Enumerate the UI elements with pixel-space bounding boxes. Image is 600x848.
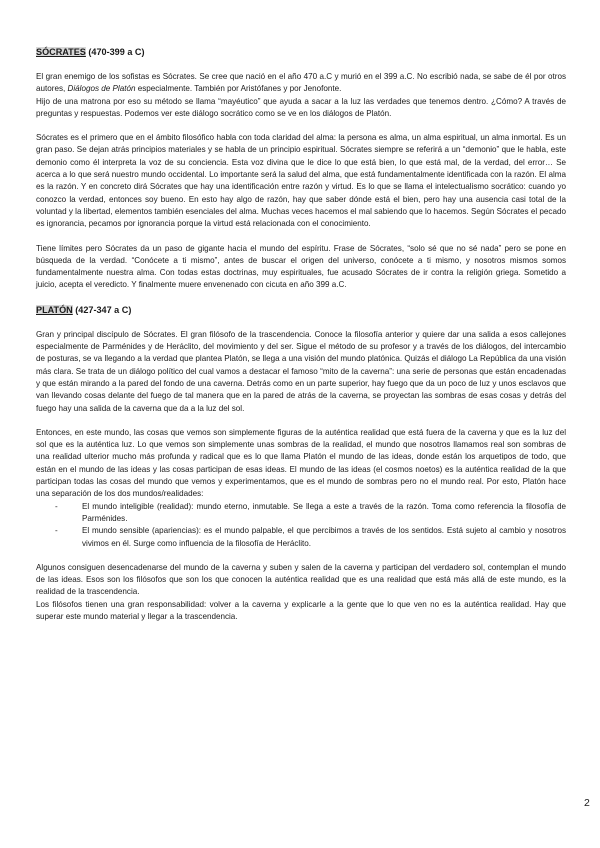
- socrates-p1-italic: Diálogos de Platón: [67, 84, 136, 94]
- socrates-heading: [36, 46, 566, 58]
- platon-paragraph-3: Algunos consiguen desencadenarse del mundo de la caverna y suben y salen de la caverna y participan del verdadero sol, contemplan el mundo de las ideas. Esos son los filósofos que son los que conocen la auténtica realidad que es una realidad que está más allá de este mundo, es la realidad de la trascendencia.: [36, 562, 566, 597]
- worlds-list: [36, 501, 566, 550]
- page-number: 2: [584, 797, 590, 809]
- document-page: [36, 46, 566, 623]
- platon-heading: [36, 304, 566, 316]
- platon-dates: (427-347 a C): [72, 304, 132, 315]
- socrates-name: SÓCRATES: [36, 47, 86, 57]
- socrates-p1-text-a: El gran enemigo de los sofistas es Sócrates. Se cree que nació en el año 470 a.C y murió en el 399 a.C. No escribió nada, se sabe de él por otros autores,: [36, 72, 566, 94]
- list-item: - El mundo inteligible (realidad): mundo eterno, inmutable. Se llega a este a través de la razón. Toma como referencia la filosofía de Parménides.: [36, 501, 566, 526]
- platon-paragraph-4: Los filósofos tienen una gran responsabilidad: volver a la caverna y explicarle a la gente que lo que ven no es la auténtica realidad. Hay que superar este mundo material y llegar a la trascendencia.: [36, 599, 566, 621]
- platon-name: PLATÓN: [36, 304, 73, 315]
- list-item: - El mundo sensible (apariencias): es el mundo palpable, el que percibimos a través de los sentidos. Está sujeto al cambio y nosotros vivimos en él. Surge como influencia de la filosofía de Heráclito.: [36, 525, 566, 550]
- platon-paragraph-2: Entonces, en este mundo, las cosas que vemos son simplemente figuras de la auténtica realidad que está fuera de la caverna y que es la luz del sol que es la auténtica luz. Lo que vemos son simplemente unas sombras de la realidad, el mundo que nosotros llamamos real son sombras de una realidad ulterior mucho más profunda y radical que es lo que llama Platón el mundo de las ideas, donde están los arquetipos de todo, que están en el mundo de las ideas y las cosas participan de esas ideas. El mundo de las ideas (el cosmos noetos) es la auténtica realidad de la que participan todas las cosas del mundo que vemos y experimentamos, que es el mundo de sombras pero no el mundo real. Por esto, Platón hace una separación de los dos mundos/realidades:: [36, 427, 566, 499]
- socrates-paragraph-3: Sócrates es el primero que en el ámbito filosófico habla con toda claridad del alma: la persona es alma, un alma espiritual, un alma inmortal. Es un gran paso. Se dejan atrás principios materiales y se habla de un principio espiritual. Sócrates siempre se referirá a un “demonio” que le habla, este demonio como él interpreta la voz de su conciencia. Esta voz divina que le dice lo que está bien, lo que está mal, de la verdad, del error… Se acerca a lo que será nuestro mundo occidental. Lo importante será la salud del alma, que está fundamentalmente identificada con la razón. El alma es la razón. Y en concreto dirá Sócrates que hay una identificación entre razón y virtud. Es lo que se llama el intelectualismo socrático: cuando yo conozco la verdad, entonces soy bueno. En esto hay algo de razón, hay que saber dónde está el bien, pero hay una ausencia casi total de la voluntad y la libertad, elementos también esenciales del alma. Muchas veces hacemos el mal sabiendo que lo hacemos. Según Sócrates el pecado es ignorancia, pecamos por ignorancia porque la virtud está relacionada con el conocimiento.: [36, 133, 566, 229]
- socrates-dates: (470-399 a C): [85, 47, 145, 57]
- socrates-p1-text-b: especialmente. También por Aristófanes y por Jenofonte.: [135, 84, 342, 94]
- socrates-paragraph-4: Tiene límites pero Sócrates da un paso de gigante hacia el mundo del espíritu. Frase de Sócrates, “solo sé que no sé nada” pero se pone en búsqueda de la verdad. “Conócete a ti mismo”, antes de buscar el origen del universo, conócete a ti mismo, y nosotros mismos somos fundamentalmente nuestra alma. Con todas estas doctrinas, muy espirituales, fue acusado Sócrates de ir contra la religión griega. Sometido a juicio, acepta el veredicto. Y finalmente muere envenenado con cicuta en año 399 a.C.: [36, 243, 566, 290]
- socrates-paragraph-1: [36, 71, 566, 96]
- socrates-paragraph-2: Hijo de una matrona por eso su método se llama “mayéutico” que ayuda a sacar a la luz las verdades que tenemos dentro. ¿Cómo? A través de preguntas y respuestas. Podemos ver este diálogo socrático como se ve en los diálogos de Platón.: [36, 96, 566, 118]
- platon-paragraph-1: Gran y principal discípulo de Sócrates. El gran filósofo de la trascendencia. Conoce la filosofía anterior y quiere dar una salida a esos callejones especialmente de Parménides y de Heráclito, del movimiento y del ser. Sigue el método de su profesor y a través de los diálogos, del intercambio de posturas, se va llegando a la verdad que plantea Platón, se llega a una visión del mundo platónica. Quizás el diálogo La República da una visión más clara. Se trata de un diálogo político del cual vamos a destacar el famoso “mito de la caverna”: una serie de personas que están encadenadas y que están mirando a la pared del fondo de una caverna. Detrás como en un parte superior, hay fuego que da un poco de luz y unos esclavos que van llevando cosas delante del fuego de tal manera que en la pared de atrás de la caverna, se proyectan las sombras de esas cosas y detrás del fuego hay una salida de la caverna que da a la luz del sol.: [36, 329, 566, 413]
